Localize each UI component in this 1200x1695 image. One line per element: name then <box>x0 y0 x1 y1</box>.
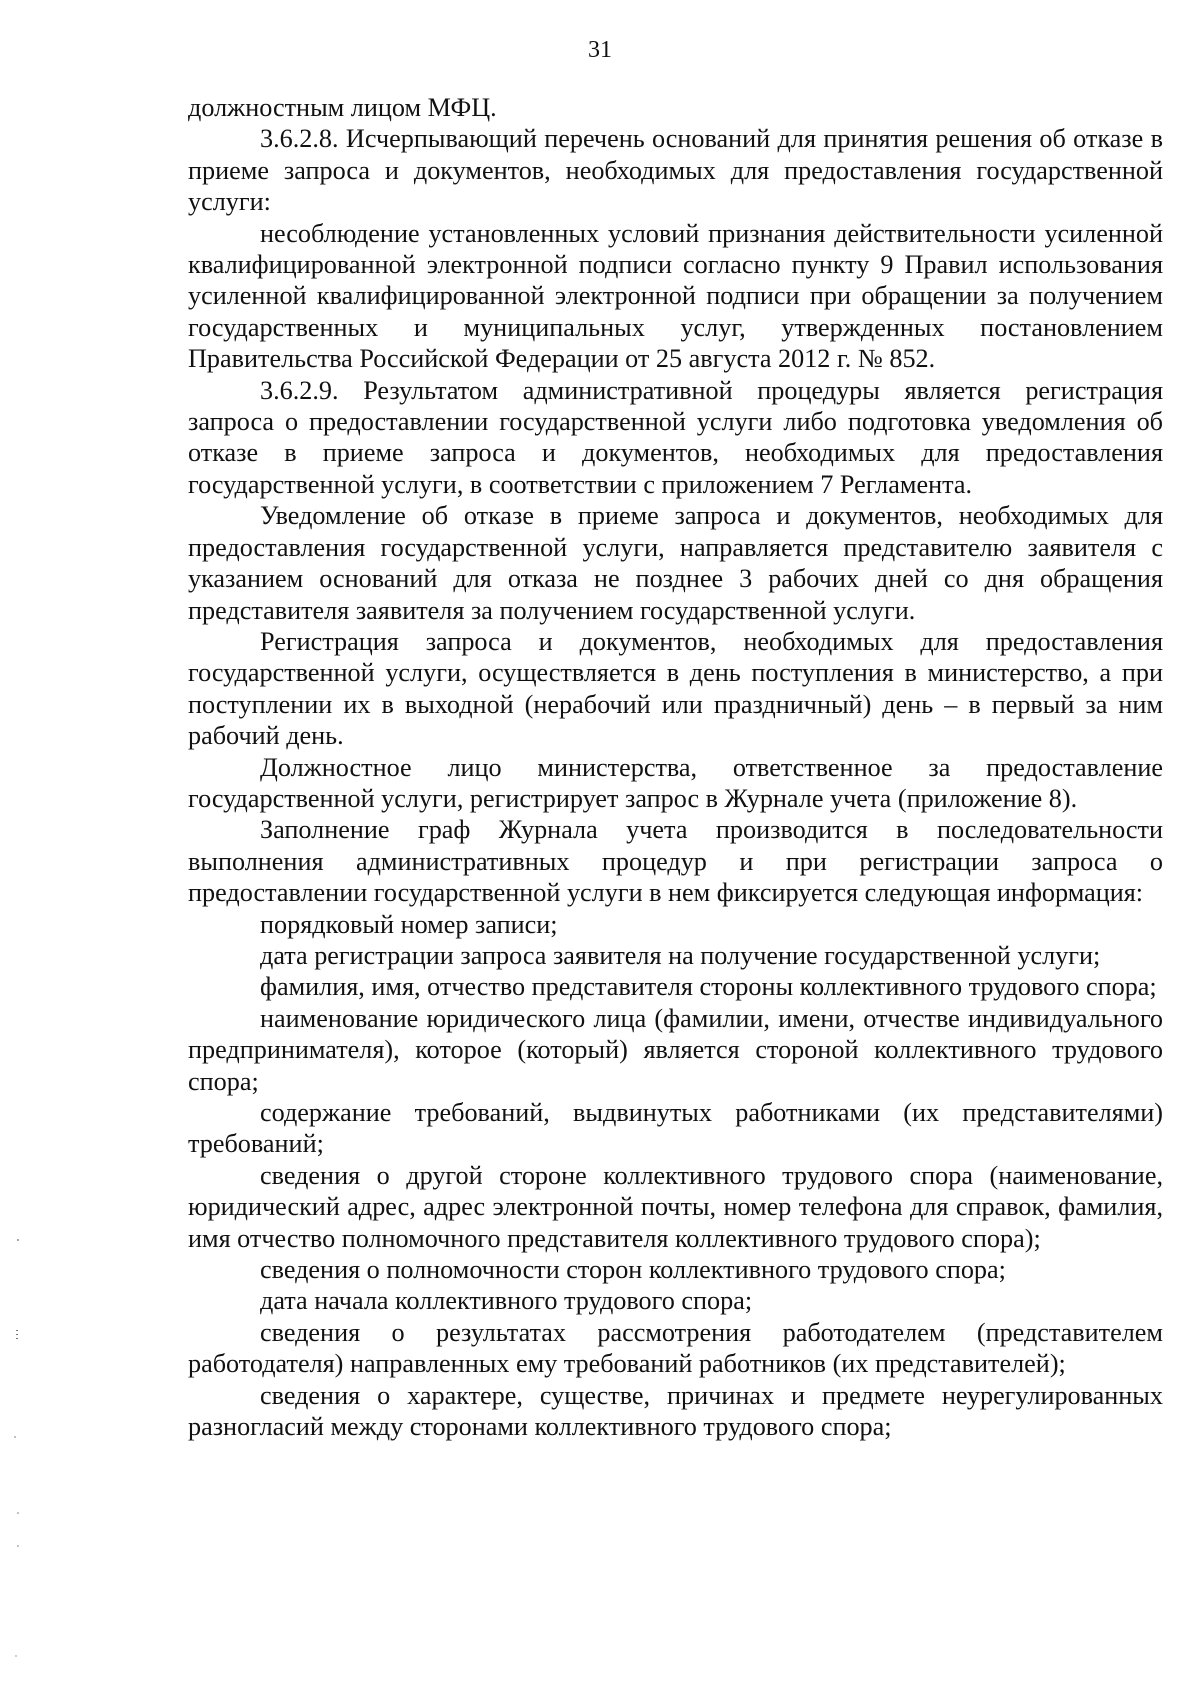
list-item: сведения о полномочности сторон коллективного трудового спора; <box>260 1255 1006 1285</box>
list-item: сведения о результатах рассмотрения работодателем (представителем работодателя) направленных ему требований работников (их представителей); <box>188 1317 1163 1379</box>
list-item: сведения о другой стороне коллективного трудового спора (наименование, юридический адрес, адрес электронной почты, номер телефона для справок, фамилия, имя отчество полномочного представителя коллективного трудового спора); <box>188 1160 1163 1253</box>
list-item: дата начала коллективного трудового спора; <box>260 1286 753 1316</box>
list-item: порядковый номер записи; <box>260 909 558 939</box>
list-item: содержание требований, выдвинутых работниками (их представителями) требований; <box>188 1098 1163 1159</box>
paragraph-continuation: должностным лицом МФЦ. <box>188 93 497 122</box>
page-number: 31 <box>588 37 612 63</box>
paragraph-refusal-notice: Уведомление об отказе в приеме запроса и документов, необходимых для предоставления государственной услуги, направляется представителю заявителя с указанием оснований для отказа не позднее 3 рабочих дней со дня обращения представителя заявителя за получением государственной услуги. <box>188 501 1163 625</box>
paragraph-signature-condition: несоблюдение установленных условий признания действительности усиленной квалифицированной электронной подписи согласно пункту 9 Правил использования усиленной квалифицированной электронной подписи при обращении за получением государственных и муниципальных услуг, утвержденных постановлением Правительства Российской Федерации от 25 августа 2012 г. № 852. <box>188 218 1163 374</box>
paragraph-3-6-2-9: 3.6.2.9. Результатом административной процедуры является регистрация запроса о предоставлении государственной услуги либо подготовка уведомления об отказе в приеме запроса и документов, необходимых для предоставления государственной услуги, в соответствии с приложением 7 Регламента. <box>188 375 1163 499</box>
paragraph-registration: Регистрация запроса и документов, необходимых для предоставления государственной услуги, осуществляется в день поступления в министерство, а при поступлении их в выходной (нерабочий или праздничный) день – в первый за ним рабочий день. <box>188 626 1163 751</box>
list-item: дата регистрации запроса заявителя на получение государственной услуги; <box>260 940 1101 970</box>
document-body <box>188 92 1163 1442</box>
list-item: наименование юридического лица (фамилии, имени, отчестве индивидуального предпринимателя), которое (который) является стороной коллективного трудового спора; <box>188 1003 1163 1096</box>
list-item: фамилия, имя, отчество представителя стороны коллективного трудового спора; <box>260 972 1157 1002</box>
paragraph-3-6-2-8: 3.6.2.8. Исчерпывающий перечень оснований для принятия решения об отказе в приеме запроса и документов, необходимых для предоставления государственной услуги: <box>188 124 1163 217</box>
list-item: сведения о характере, существе, причинах и предмете неурегулированных разногласий между сторонами коллективного трудового спора; <box>188 1380 1163 1442</box>
scan-margin-specks <box>0 0 30 1695</box>
paragraph-journal-filling: Заполнение граф Журнала учета производится в последовательности выполнения административных процедур и при регистрации запроса о предоставлении государственной услуги в нем фиксируется следующая информация: <box>188 815 1163 908</box>
paragraph-official-registers: Должностное лицо министерства, ответственное за предоставление государственной услуги, регистрирует запрос в Журнале учета (приложение 8). <box>188 752 1163 813</box>
